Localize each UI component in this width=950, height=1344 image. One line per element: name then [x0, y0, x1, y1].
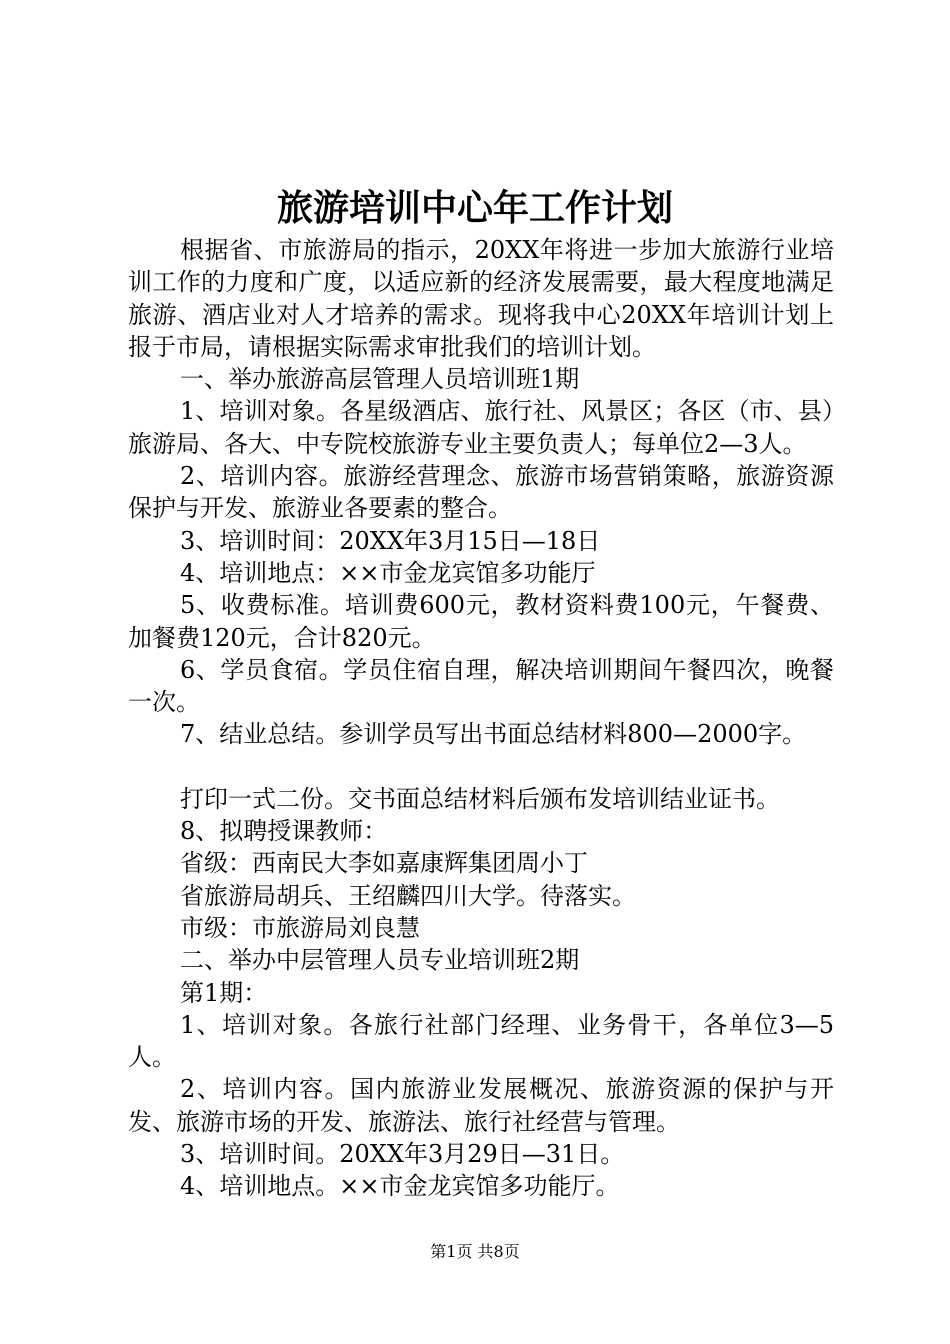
section-heading: 一、举办旅游高层管理人员培训班1期: [180, 365, 580, 394]
document-body: [128, 234, 834, 1203]
paragraph: 省旅游局胡兵、王绍麟四川大学。待落实。: [180, 881, 636, 910]
page-footer: 第1页 共8页: [430, 1242, 520, 1261]
paragraph: 1、培训对象。各星级酒店、旅行社、风景区；各区（市、县）旅游局、各大、中专院校旅游专业主要负责人；每单位2—3人。: [128, 397, 834, 458]
paragraph: 市级：市旅游局刘良慧: [180, 913, 420, 942]
paragraph: 打印一式二份。交书面总结材料后颁布发培训结业证书。: [180, 784, 780, 813]
paragraph: 5、收费标准。培训费600元，教材资料费100元，午餐费、加餐费120元，合计820元。: [128, 591, 834, 652]
paragraph: 2、培训内容。旅游经营理念、旅游市场营销策略，旅游资源保护与开发、旅游业各要素的整合。: [128, 462, 834, 523]
paragraph: 1、培训对象。各旅行社部门经理、业务骨干，各单位3—5人。: [128, 1010, 834, 1072]
paragraph: 第1期：: [180, 978, 268, 1007]
paragraph: 8、拟聘授课教师：: [180, 817, 388, 846]
document-title: 旅游培训中心年工作计划: [276, 187, 673, 229]
paragraph: 4、培训地点：××市金龙宾馆多功能厅: [180, 558, 596, 587]
paragraph: 6、学员食宿。学员住宿自理，解决培训期间午餐四次，晚餐一次。: [128, 655, 834, 717]
paragraph: 省级：西南民大李如嘉康辉集团周小丁: [180, 849, 588, 878]
paragraph: 7、结业总结。参训学员写出书面总结材料800—2000字。: [180, 720, 807, 749]
section-heading: 二、举办中层管理人员专业培训班2期: [180, 946, 580, 975]
paragraph: 2、培训内容。国内旅游业发展概况、旅游资源的保护与开发、旅游市场的开发、旅游法、旅行社经营与管理。: [128, 1075, 834, 1136]
blank-line: [128, 751, 834, 783]
paragraph: 根据省、市旅游局的指示，20XX年将进一步加大旅游行业培训工作的力度和广度，以适应新的经济发展需要，最大程度地满足旅游、酒店业对人才培养的需求。现将我中心20XX年培训计划上报于市局，请根据实际需求审批我们的培训计划。: [128, 236, 834, 361]
paragraph: 3、培训时间：20XX年3月15日—18日: [180, 526, 601, 555]
paragraph: 4、培训地点。××市金龙宾馆多功能厅。: [180, 1172, 620, 1201]
paragraph: 3、培训时间。20XX年3月29日—31日。: [180, 1140, 625, 1169]
